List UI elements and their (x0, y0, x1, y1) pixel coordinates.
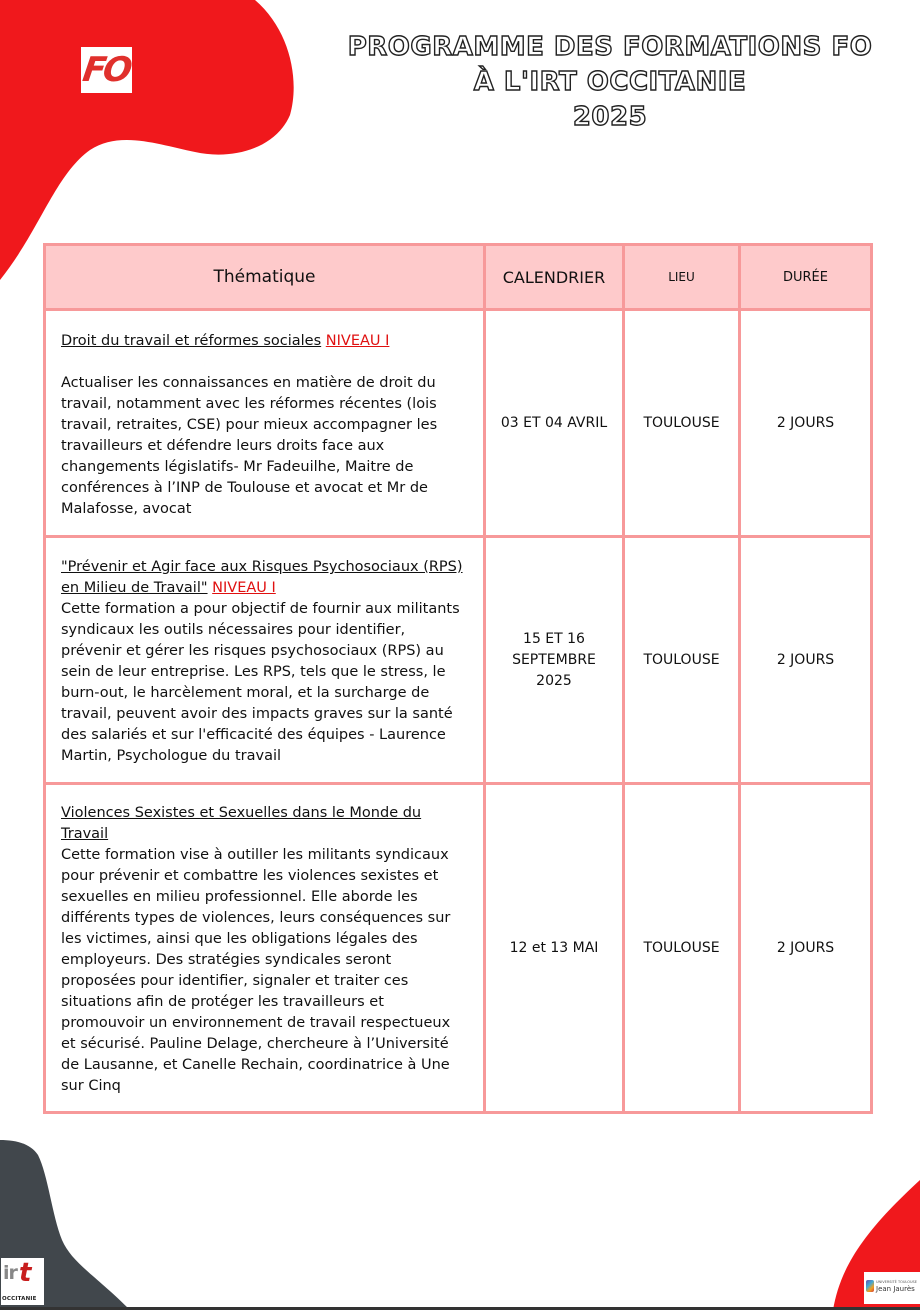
level-badge: NIVEAU I (325, 332, 390, 349)
calendar-line-1: 15 ET 16 (523, 630, 585, 647)
ujj-logo-name: Jean Jaurès (876, 1285, 915, 1293)
header-place: LIEU (624, 245, 740, 310)
ujj-logo-icon (866, 1280, 874, 1292)
duration-cell: 2 JOURS (740, 537, 872, 784)
irt-logo-text: OCCITANIE (2, 1296, 37, 1302)
title-line-1: PROGRAMME DES FORMATIONS FO (347, 32, 873, 62)
calendar-cell: 12 et 13 MAI (485, 784, 624, 1113)
training-title: "Prévenir et Agir face aux Risques Psychosociaux (RPS) en Milieu de Travail" (61, 559, 463, 596)
theme-cell (45, 537, 485, 784)
ujj-logo-small-text: UNIVERSITÉ TOULOUSE (876, 1280, 917, 1284)
table-row (45, 784, 872, 1113)
table-row (45, 537, 872, 784)
header-theme: Thématique (45, 245, 485, 310)
calendar-line-3: 2025 (536, 672, 572, 689)
table-header-row (45, 245, 872, 310)
irt-occitanie-logo (1, 1258, 44, 1305)
decorative-red-blob-top-left (0, 0, 300, 280)
level-badge: NIVEAU I (212, 580, 276, 596)
universite-jean-jaures-logo (864, 1272, 920, 1304)
fo-logo (81, 47, 132, 93)
training-program-table (43, 243, 873, 1114)
table-row (45, 310, 872, 537)
place-cell: TOULOUSE (624, 784, 740, 1113)
page-title (330, 30, 890, 135)
duration-cell: 2 JOURS (740, 784, 872, 1113)
fo-logo-text: FO (80, 50, 133, 90)
training-title: Droit du travail et réformes sociales (61, 332, 322, 349)
training-title: Violences Sexistes et Sexuelles dans le Monde du Travail (61, 805, 422, 842)
title-line-3: 2025 (572, 102, 648, 132)
calendar-line-2: SEPTEMBRE (512, 651, 596, 668)
theme-cell (45, 784, 485, 1113)
duration-cell: 2 JOURS (740, 310, 872, 537)
irt-logo-t: t (19, 1258, 32, 1288)
training-description: Actualiser les connaissances en matière de droit du travail, notamment avec les réformes récentes (lois travail, retraites, CSE) pour mieux accompagner les travailleurs et défendre leurs droits face aux changements législatifs- Mr Fadeuilhe, Maitre de conférences à l’INP de Toulouse et avocat et Mr de Malafosse, avocat (61, 374, 438, 517)
header-calendar: CALENDRIER (485, 245, 624, 310)
place-cell: TOULOUSE (624, 537, 740, 784)
calendar-cell (485, 537, 624, 784)
training-description: Cette formation a pour objectif de fournir aux militants syndicaux les outils nécessaires pour identifier, prévenir et gérer les risques psychosociaux (RPS) au sein de leur entreprise. Les RPS, tels que le stress, le burn-out, le harcèlement moral, et la surcharge de travail, peuvent avoir des impacts graves sur la santé des salariés et sur l'efficacité des équipes - Laurence Martin, Psychologue du travail (61, 601, 460, 764)
place-cell: TOULOUSE (624, 310, 740, 537)
irt-logo-mark: ir (3, 1262, 17, 1284)
header-duration: DURÉE (740, 245, 872, 310)
training-description: Cette formation vise à outiller les militants syndicaux pour prévenir et combattre les violences sexistes et sexuelles en milieu professionnel. Elle aborde les différents types de violences, leurs conséquences sur les victimes, ainsi que les obligations légales des employeurs. Des stratégies syndicales seront proposées pour identifier, signaler et traiter ces situations afin de protéger les travailleurs et promouvoir un environnement de travail respectueux et sécurisé. Pauline Delage, chercheure à l’Université de Lausanne, et Canelle Rechain, coordinatrice à Une sur Cinq (61, 847, 451, 1094)
theme-cell (45, 310, 485, 537)
calendar-cell: 03 ET 04 AVRIL (485, 310, 624, 537)
title-line-2: À L'IRT OCCITANIE (473, 67, 747, 97)
